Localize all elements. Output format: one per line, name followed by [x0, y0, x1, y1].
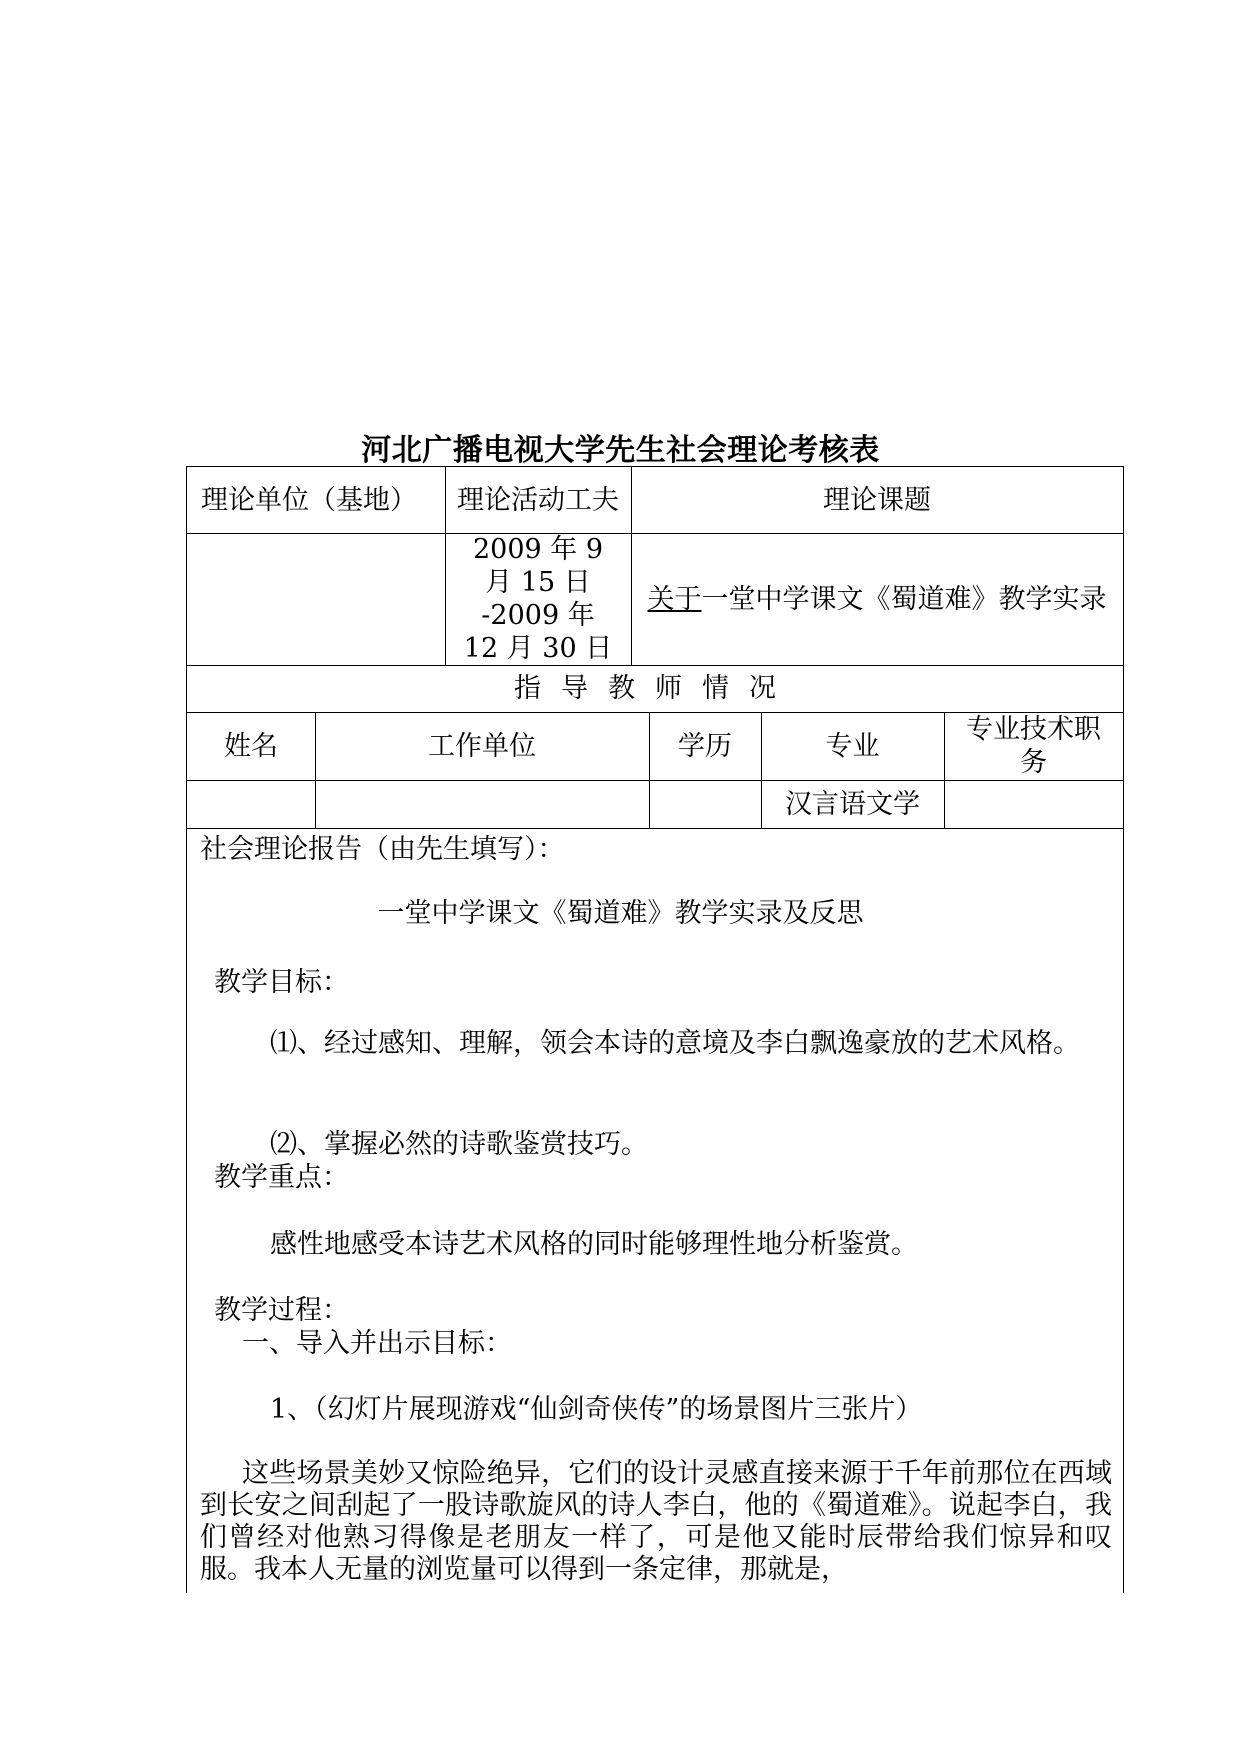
step-1: 一、导入并出示目标： — [242, 1328, 512, 1359]
goal-2: ⑵、掌握必然的诗歌鉴赏技巧。 — [270, 1129, 648, 1160]
header-time: 理论活动工夫 — [457, 484, 619, 516]
report-heading: 一堂中学课文《蜀道难》教学实录及反思 — [377, 898, 864, 929]
page-title: 河北广播电视大学先生社会理论考核表 — [361, 433, 880, 468]
teacher-name-value — [187, 780, 315, 828]
guidance-heading: 指导教师情况 — [514, 673, 796, 704]
header-unit: 理论单位（基地） — [201, 484, 417, 516]
teacher-major-value: 汉言语文学 — [785, 788, 920, 820]
body-paragraph: 这些场景美妙又惊险绝异，它们的设计灵感直接来源于千年前那位在西域到长安之间刮起了一股诗歌旋风的诗人李白，他的《蜀道难》。说起李白，我们曾经对他熟习得像是老朋友一样了，可是他又能时辰带给我们惊异和叹服。我本人无量的浏览量可以得到一条定律，那就是， — [200, 1458, 1112, 1585]
teacher-col-name: 姓名 — [224, 730, 278, 762]
focus-text: 感性地感受本诗艺术风格的同时能够理性地分析鉴赏。 — [270, 1229, 918, 1260]
teacher-col-title: 专业技术职务 — [966, 714, 1101, 778]
teacher-col-major: 专业 — [825, 730, 880, 762]
focus-label: 教学重点： — [214, 1162, 349, 1193]
report-label: 社会理论报告（由先生填写）： — [200, 834, 565, 865]
teacher-education-value — [649, 780, 761, 828]
goals-label: 教学目标： — [214, 967, 349, 998]
topic-link[interactable]: 关于 — [647, 583, 702, 615]
topic-value — [631, 533, 1123, 665]
teacher-col-education: 学历 — [678, 730, 732, 762]
teacher-col-workplace: 工作单位 — [428, 730, 536, 762]
goal-1: ⑴、经过感知、理解，领会本诗的意境及李白飘逸豪放的艺术风格。 — [270, 1028, 1080, 1059]
time-value: 2009 年 9 月 15 日 -2009 年 12 月 30 日 — [463, 534, 613, 664]
process-label: 教学过程： — [214, 1295, 349, 1326]
topic-text: 一堂中学课文《蜀道难》教学实录 — [701, 583, 1107, 615]
teacher-workplace-value — [315, 780, 649, 828]
header-topic: 理论课题 — [823, 484, 931, 516]
teacher-title-value — [944, 780, 1123, 828]
step-1-item: 1、（幻灯片展现游戏“仙剑奇侠传”的场景图片三张片） — [270, 1394, 923, 1425]
unit-value — [187, 533, 445, 665]
